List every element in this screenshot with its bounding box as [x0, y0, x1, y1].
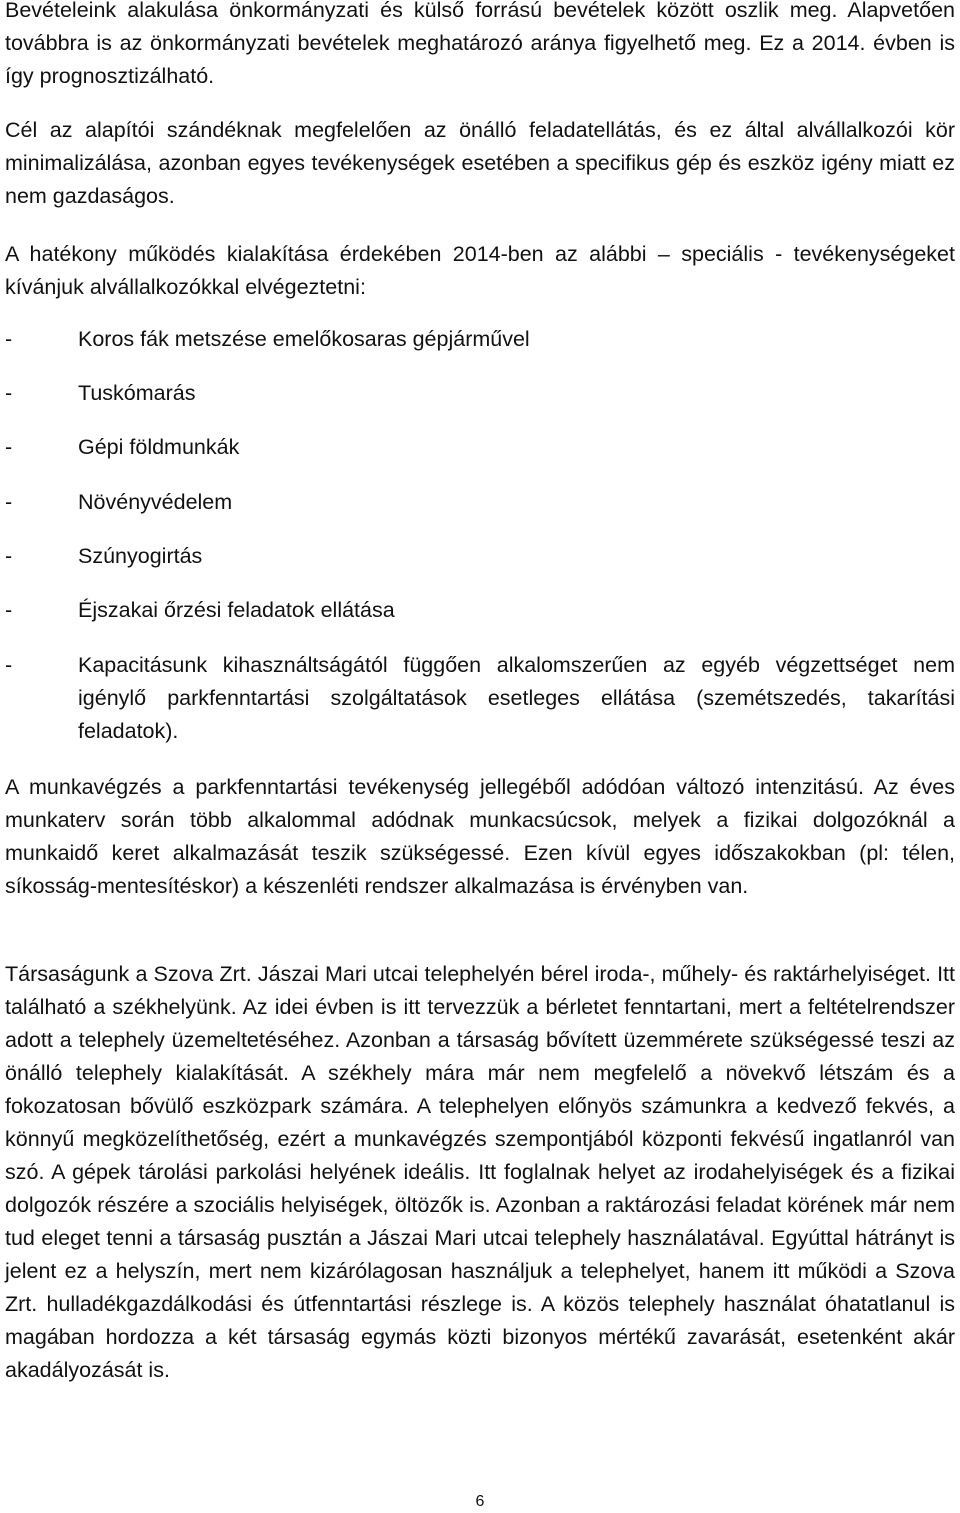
list-item-text: Éjszakai őrzési feladatok ellátása: [78, 598, 395, 622]
bullet-marker: -: [5, 381, 13, 405]
list-item-text: Gépi földmunkák: [78, 435, 240, 459]
paragraph-revenue: Bevételeink alakulása önkormányzati és külső forrású bevételek között oszlik meg. Alapvetően továbbra is az önkormányzati bevételek meghatározó aránya figyelhető meg. Ez a 2014. évben is így prognosztizálható.: [5, 0, 955, 88]
bullet-marker: -: [5, 544, 13, 568]
list-item: [5, 323, 955, 356]
list-item: [5, 649, 955, 748]
bullet-marker: -: [5, 435, 13, 459]
paragraph-subcontracting: A hatékony működés kialakítása érdekében 2014-ben az alábbi – speciális - tevékenységeket kívánjuk alvállalkozókkal elvégeztetni:: [5, 242, 955, 299]
bullet-marker: -: [5, 327, 13, 351]
list-item-text: Növényvédelem: [78, 490, 233, 514]
list-item-text: Tuskómarás: [78, 381, 196, 405]
bullet-marker: -: [5, 598, 13, 622]
list-item-text: Szúnyogirtás: [78, 544, 203, 568]
list-item-text: Koros fák metszése emelőkosaras gépjárművel: [78, 327, 530, 351]
paragraph-premises: Társaságunk a Szova Zrt. Jászai Mari utcai telephelyén bérel iroda-, műhely- és raktárhelyiséget. Itt található a székhelyünk. Az idei évben is itt tervezzük a bérletet fenntartani, mert a feltételrendszer adott a telephely üzemeltetéséhez. Azonban a társaság bővített üzemmérete szükségessé teszi az önálló telephely kialakítását. A székhely mára már nem megfelelő a növekvő létszám és a fokozatosan bővülő eszközpark számára. A telephelyen előnyös számunkra a kedvező fekvés, a könnyű megközelíthetőség, ezért a munkavégzés szempontjából központi fekvésű ingatlanról van szó. A gépek tárolási parkolási helyének ideális. Itt foglalnak helyet az irodahelyiségek és a fizikai dolgozók részére a szociális helyiségek, öltözők is. Azonban a raktározási feladat körének már nem tud eleget tenni a társaság pusztán a Jászai Mari utcai telephely használatával. Egyúttal hátrányt is jelent ez a helyszín, mert nem kizárólagosan használjuk a telephelyet, hanem itt működi a Szova Zrt. hulladékgazdálkodási és útfenntartási részlege is. A közös telephely használat óhatatlanul is magában hordozza a két társaság egymás közti bizonyos mértékű zavarását, esetenként akár akadályozását is.: [5, 962, 955, 1382]
list-item: [5, 540, 955, 573]
list-item: [5, 377, 955, 410]
list-item: [5, 431, 955, 464]
page-number: 6: [475, 1493, 485, 1510]
list-item-text: Kapacitásunk kihasználtságától függően alkalomszerűen az egyéb végzettséget nem igénylő parkfenntartási szolgáltatások esetleges ellátása (szemétszedés, takarítási feladatok).: [78, 653, 955, 743]
paragraph-work-intensity: A munkavégzés a parkfenntartási tevékenység jellegéből adódóan változó intenzitású. Az éves munkaterv során több alkalommal adódnak munkacsúcsok, melyek a fizikai dolgozóknál a munkaidő keret alkalmazását teszik szükségessé. Ezen kívül egyes időszakokban (pl: télen, síkosság-mentesítéskor) a készenléti rendszer alkalmazása is érvényben van.: [5, 775, 955, 898]
list-item: [5, 486, 955, 519]
paragraph-goal: Cél az alapítói szándéknak megfelelően az önálló feladatellátás, és ez által alvállalkozói kör minimalizálása, azonban egyes tevékenységek esetében a specifikus gép és eszköz igény miatt ez nem gazdaságos.: [5, 118, 955, 208]
list-item: [5, 594, 955, 627]
bullet-marker: -: [5, 490, 13, 514]
bullet-marker: -: [5, 653, 13, 677]
